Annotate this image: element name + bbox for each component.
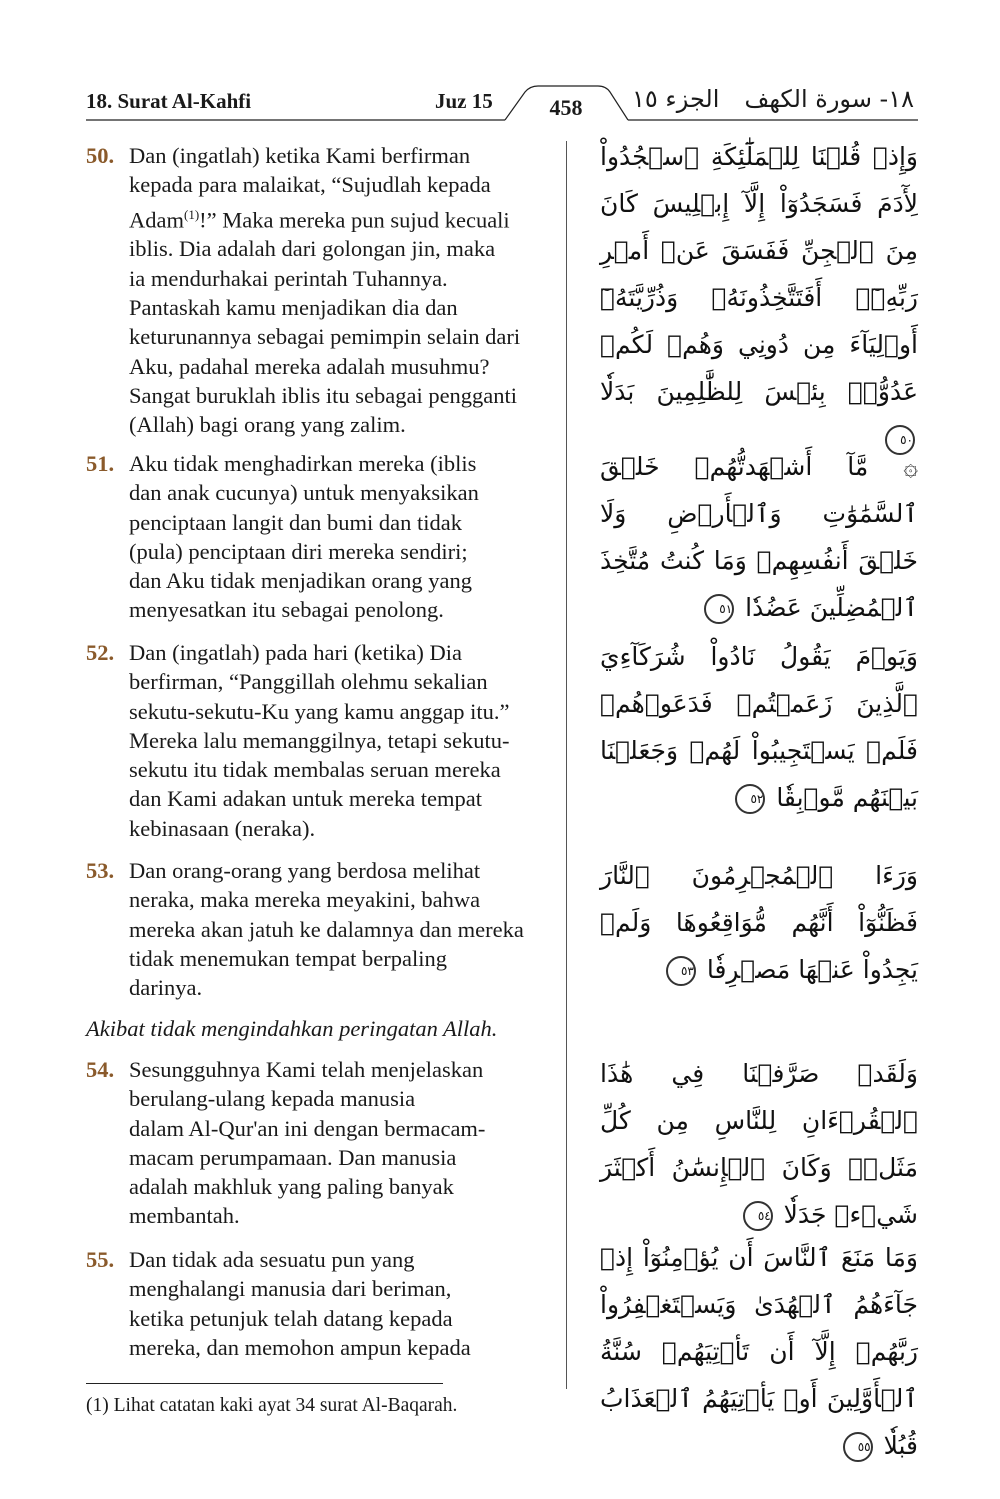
- page-number: 458: [549, 95, 583, 120]
- verse-text: Dan tidak ada sesuatu pun yang menghalangi manusia dari beriman, ketika petunjuk telah datang kepada mereka, dan memohon ampun kepada: [129, 1247, 471, 1360]
- verse-number: 54.: [86, 1057, 115, 1082]
- verse-text: Dan (ingatlah) pada hari (ketika) Dia berfirman, “Panggillah olehmu sekalian sekutu-sekutu-Ku yang kamu anggap itu.” Mereka lalu memanggilnya, tetapi sekutu- sekutu itu tidak membalas seruan mereka dan Kami adakan untuk mereka tempat kebinasaan (neraka).: [129, 640, 510, 841]
- verse-52-arabic: [600, 633, 918, 821]
- ayah-end-marker: ٥١: [704, 594, 734, 624]
- arabic-text: وَيَوۡمَ يَقُولُ نَادُواْ شُرَكَآءِيَ ٱلَّذِينَ زَعَمۡتُمۡ فَدَعَوۡهُمۡ فَلَمۡ يَسۡتَجِيبُواْ لَهُمۡ وَجَعَلۡنَا بَيۡنَهُم مَّوۡبِقٗا: [600, 642, 918, 812]
- verse-55-arabic: [600, 1234, 918, 1469]
- arabic-text: وَإِذۡ قُلۡنَا لِلۡمَلَٰٓئِكَةِ ٱسۡجُدُواْ لِأٓدَمَ فَسَجَدُوٓاْ إِلَّآ إِبۡلِيسَ كَانَ مِنَ ٱلۡجِنِّ فَفَسَقَ عَنۡ أَمۡرِ رَبِّهِۦٓۗ أَفَتَتَّخِذُونَهُۥ وَذُرِّيَّتَهُۥٓ أَوۡلِيَآءَ مِن دُونِي وَهُمۡ لَكُمۡ عَدُوُّۢۚ بِئۡسَ لِلظَّٰلِمِينَ بَدَلٗا: [600, 142, 918, 406]
- verse-51-translation: [86, 449, 564, 625]
- section-heading: Akibat tidak mengindahkan peringatan Allah.: [86, 1016, 498, 1041]
- verse-text: Aku tidak menghadirkan mereka (iblis dan anak cucunya) untuk menyaksikan penciptaan langit dan bumi dan tidak (pula) penciptaan diri mereka sendiri; dan Aku tidak menjadikan orang yang menyesatkan itu sebagai penolong.: [129, 451, 479, 623]
- arabic-text: وَلَقَدۡ صَرَّفۡنَا فِي هَٰذَا ٱلۡقُرۡءَانِ لِلنَّاسِ مِن كُلِّ مَثَلٖۚ وَكَانَ ٱلۡإِنسَٰنُ أَكۡثَرَ شَيۡءٖ جَدَلٗا: [600, 1059, 918, 1229]
- arabic-text: وَمَا مَنَعَ ٱلنَّاسَ أَن يُؤۡمِنُوٓاْ إِذۡ جَآءَهُمُ ٱلۡهُدَىٰ وَيَسۡتَغۡفِرُواْ رَبَّهُمۡ إِلَّآ أَن تَأۡتِيَهُمۡ سُنَّةُ ٱلۡأَوَّلِينَ أَوۡ يَأۡتِيَهُمُ ٱلۡعَذَابُ قُبُلٗا: [600, 1243, 918, 1460]
- verse-text: Sesungguhnya Kami telah menjelaskan berulang-ulang kepada manusia dalam Al-Qur'an ini dengan bermacam- macam perumpamaan. Dan manusia adalah makhluk yang paling banyak membantah.: [129, 1057, 486, 1229]
- verse-text: Dan (ingatlah) ketika Kami berfirman kepada para malaikat, “Sujudlah kepada Adam: [129, 143, 491, 233]
- header-surah-title: 18. Surat Al-Kahfi: [86, 89, 252, 113]
- footnote-divider: [86, 1383, 443, 1384]
- verse-53-translation: [86, 856, 564, 1002]
- verse-text-continued: !” Maka mereka pun sujud kecuali iblis. Dia adalah dari golongan jin, maka ia mendurhakai perintah Tuhannya. Pantaskah kamu menjadikan dia dan keturunannya sebagai pemimpin selain dari Aku, padahal mereka adalah musuhmu? Sangat buruklah iblis itu sebagai pengganti (Allah) bagi orang yang zalim.: [129, 207, 521, 438]
- header-surah-arabic: ١٨- سورة الكهف: [744, 85, 914, 113]
- footnote-reference[interactable]: (1): [184, 206, 200, 222]
- verse-54-arabic: [600, 1050, 918, 1238]
- verse-number: 53.: [86, 858, 115, 883]
- verse-54-translation: [86, 1055, 564, 1231]
- verse-51-arabic: [600, 443, 918, 631]
- page-header: [0, 0, 1000, 130]
- column-divider: [566, 141, 567, 1389]
- ayah-end-marker: ٥٠: [885, 425, 915, 455]
- header-juz: Juz 15: [435, 89, 493, 113]
- ayah-end-marker: ٥٤: [743, 1201, 773, 1231]
- verse-number: 52.: [86, 640, 115, 665]
- verse-50-translation: [86, 141, 564, 439]
- verse-53-arabic: [600, 852, 918, 993]
- verse-number: 50.: [86, 143, 115, 168]
- verse-number: 55.: [86, 1247, 115, 1272]
- arabic-text: ۞ مَّآ أَشۡهَدتُّهُمۡ خَلۡقَ ٱلسَّمَٰوَٰتِ وَٱلۡأَرۡضِ وَلَا خَلۡقَ أَنفُسِهِمۡ وَمَا كُنتُ مُتَّخِذَ ٱلۡمُضِلِّينَ عَضُدٗا: [600, 452, 918, 622]
- header-juz-arabic: الجزء ١٥: [632, 85, 720, 113]
- verse-50-arabic: [600, 133, 918, 462]
- verse-55-translation: [86, 1245, 564, 1362]
- verse-text: Dan orang-orang yang berdosa melihat neraka, maka mereka meyakini, bahwa mereka akan jatuh ke dalamnya dan mereka tidak menemukan tempat berpaling darinya.: [129, 858, 524, 1001]
- ayah-end-marker: ٥٢: [735, 784, 765, 814]
- verse-number: 51.: [86, 451, 115, 476]
- verse-52-translation: [86, 638, 564, 843]
- arabic-text: وَرَءَا ٱلۡمُجۡرِمُونَ ٱلنَّارَ فَظَنُّوٓاْ أَنَّهُم مُّوَاقِعُوهَا وَلَمۡ يَجِدُواْ عَنۡهَا مَصۡرِفٗا: [600, 861, 918, 984]
- footnote: (1) Lihat catatan kaki ayat 34 surat Al-Baqarah.: [86, 1395, 458, 1416]
- ayah-end-marker: ٥٥: [843, 1432, 873, 1462]
- ayah-end-marker: ٥٣: [666, 956, 696, 986]
